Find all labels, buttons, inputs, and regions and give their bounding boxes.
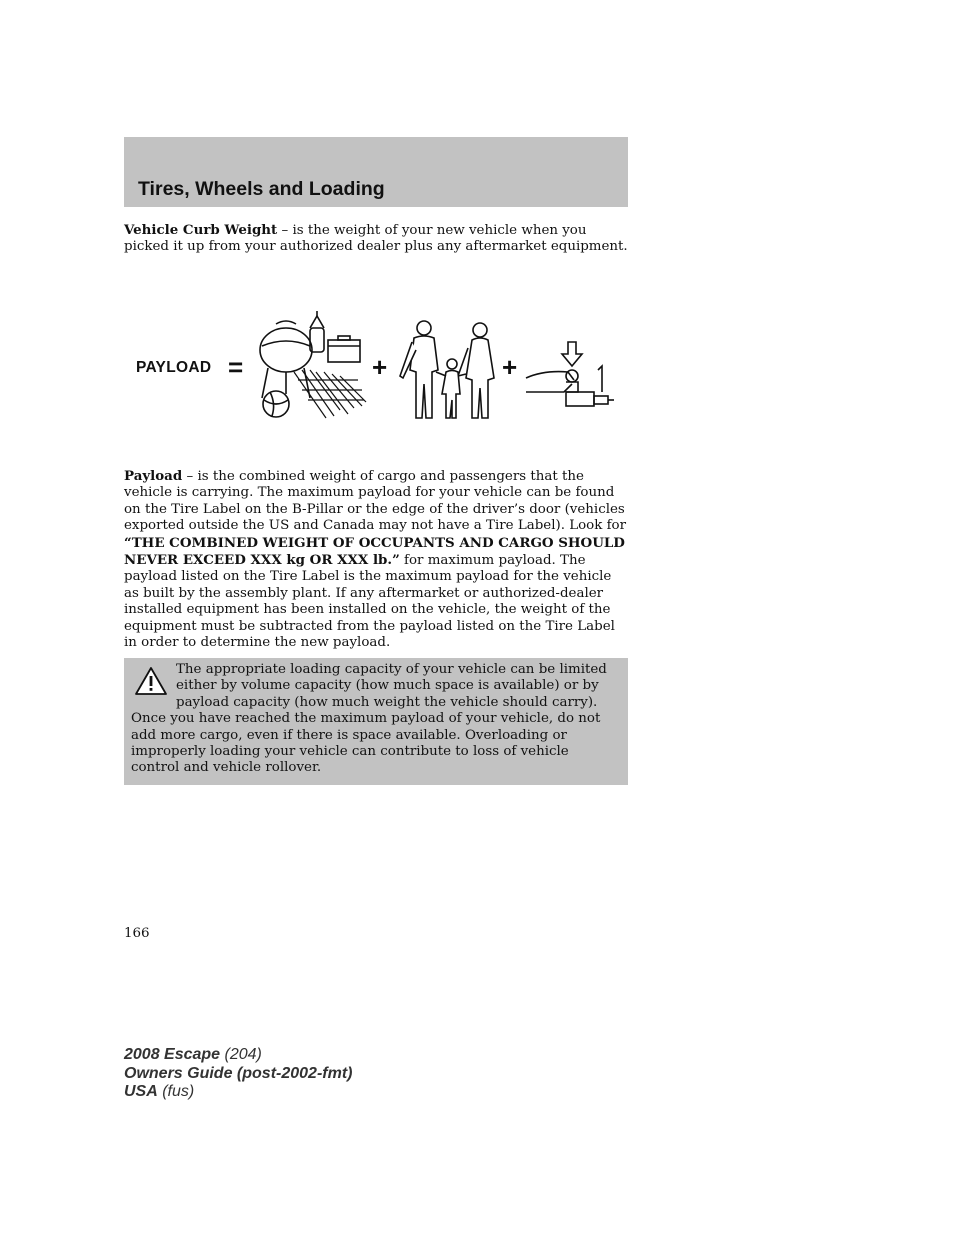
curb-weight-paragraph [124,222,628,256]
plus-sign-1: + [372,352,388,382]
payload-term: Payload [124,468,183,484]
footer-line-2 [124,1065,352,1084]
payload-text-1: – is the combined weight of cargo and passengers that the vehicle is carrying. The maximum payload for your vehicle can be found on the Tire Label on the B-Pillar or the edge of the driver’s door (vehicles exported outside the US and Canada may not have a Tire Label). Look for [124,469,627,534]
section-header [124,137,628,207]
footer-line-1 [124,1046,352,1065]
payload-text-2: for maximum payload. The payload listed on the Tire Label is the maximum payload for the vehicle as built by the assembly plant. If any aftermarket or authorized-dealer installed equipment has been installed on the vehicle, the weight of the equipment must be subtracted from the payload listed on the Tire Label in order to determine the new payload. [124,553,615,651]
footer-guide: Owners Guide (post-2002-fmt) [124,1064,353,1082]
curb-weight-term: Vehicle Curb Weight [124,222,278,238]
footer-market: USA [124,1083,158,1100]
plus-sign-2: + [502,352,518,382]
payload-emphasis: “THE COMBINED WEIGHT OF OCCUPANTS AND CARGO SHOULD NEVER EXCEED XXX kg OR XXX lb.” [124,534,625,569]
warning-triangle-icon [134,666,168,696]
trailer-hitch-icon [524,340,616,410]
section-title: Tires, Wheels and Loading [138,178,385,200]
payload-label: PAYLOAD [136,359,212,376]
warning-text: The appropriate loading capacity of your vehicle can be limited either by volume capacity (how much space is available) or by payload capacity (how much weight the vehicle should carry). Once you have reached the maximum payload of your vehicle, do not add more cargo, even if there is space available. Overloading or improperly loading your vehicle can contribute to loss of vehicle control and vehicle rollover. [131,662,607,776]
warning-box [124,658,628,785]
footer-market-code: (fus) [157,1083,195,1100]
footer-line-3 [124,1083,352,1102]
curb-weight-text: – is the weight of your new vehicle when you picked it up from your authorized dealer plus any aftermarket equipment. [124,223,628,255]
footer-model: 2008 Escape [124,1046,221,1063]
footer [124,1046,352,1102]
equals-sign: = [228,352,244,382]
footer-model-code: (204) [220,1046,262,1063]
people-icon [396,318,502,422]
page-number: 166 [124,926,150,941]
payload-figure [124,308,628,428]
payload-paragraph [124,468,628,651]
cargo-items-icon [254,310,372,422]
